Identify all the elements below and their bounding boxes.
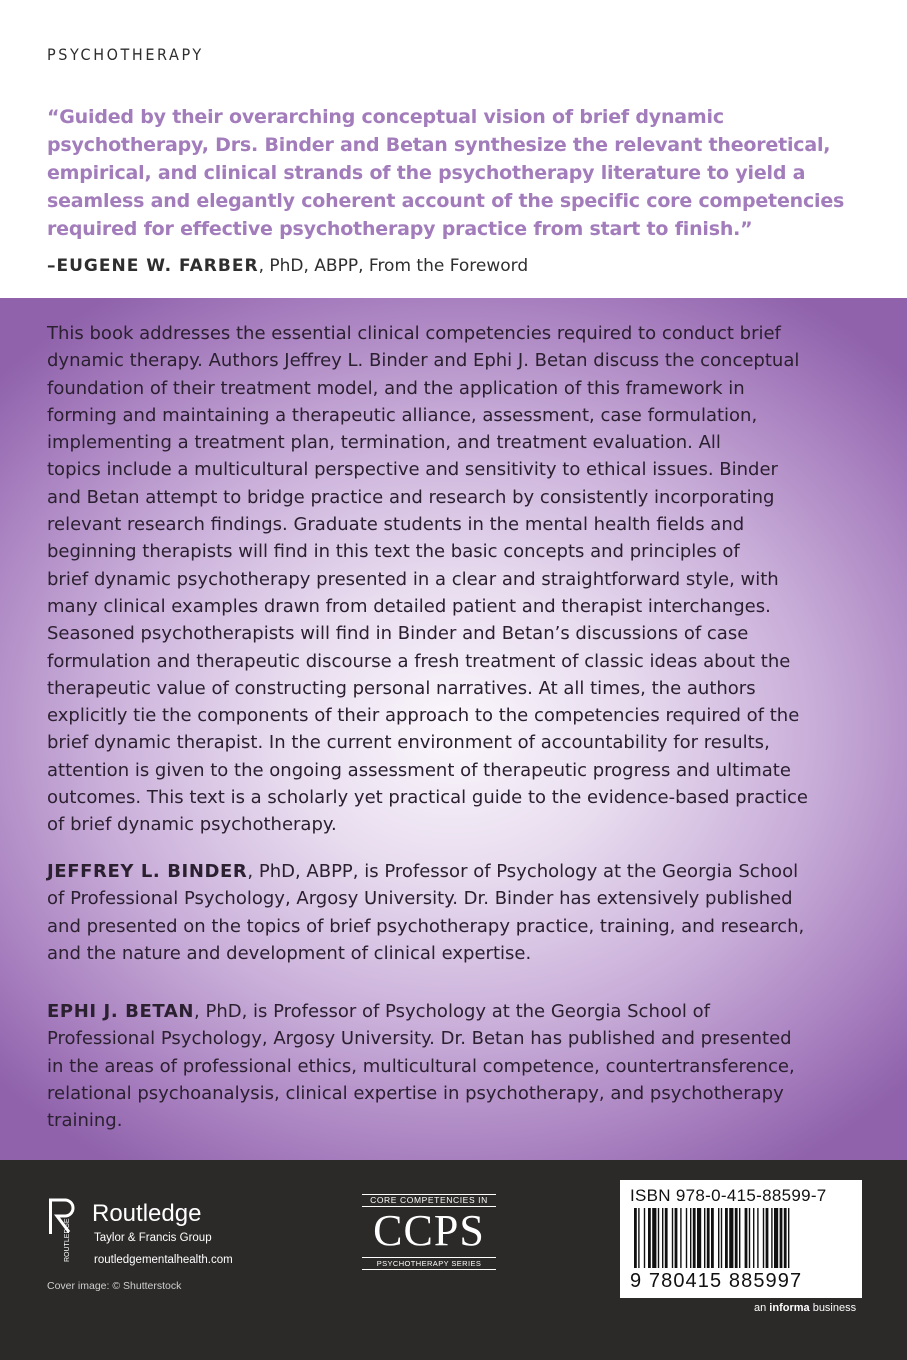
publisher-group: Taylor & Francis Group <box>94 1232 212 1244</box>
bio-line <box>47 998 867 1025</box>
footer-bar <box>0 1160 907 1360</box>
barcode-bar <box>739 1208 740 1268</box>
barcode-bar <box>735 1208 738 1268</box>
barcode-bar <box>680 1208 681 1268</box>
quote-line: psychotherapy, Drs. Binder and Betan synthesize the relevant theoretical, <box>47 134 831 156</box>
description-line: outcomes. This text is a scholarly yet practical guide to the evidence-based practice <box>47 787 808 809</box>
description-line: foundation of their treatment model, and the application of this framework in <box>47 377 745 399</box>
informa-suffix: business <box>809 1302 857 1314</box>
routledge-vertical-label: ROUTLEDGE <box>64 1218 71 1262</box>
routledge-logo-icon <box>45 1198 75 1264</box>
description-line: Seasoned psychotherapists will find in Binder and Betan’s discussions of case <box>47 623 749 645</box>
description-panel <box>0 298 907 1160</box>
endorsement-quote <box>47 103 877 243</box>
series-top-label: CORE COMPETENCIES IN <box>362 1194 496 1207</box>
barcode-bar <box>771 1208 772 1268</box>
description-line: This book addresses the essential clinical competencies required to conduct brief <box>47 323 781 344</box>
barcode-bar <box>665 1208 668 1268</box>
category-label: PSYCHOTHERAPY <box>47 45 204 64</box>
barcode-bar <box>648 1208 651 1268</box>
bio-first-line-rest: , PhD, ABPP, is Professor of Psychology at the Georgia School <box>247 861 799 882</box>
barcode-bar <box>784 1208 787 1268</box>
bio-line: of Professional Psychology, Argosy University. Dr. Binder has extensively published <box>47 888 793 910</box>
barcode-bar <box>745 1208 748 1268</box>
description-line: of brief dynamic psychotherapy. <box>47 814 337 836</box>
isbn-digits: 9 780415 885997 <box>630 1270 803 1292</box>
barcode-bar <box>757 1208 758 1268</box>
bio-line: Professional Psychology, Argosy University. Dr. Betan has published and presented <box>47 1028 792 1050</box>
description-line: formulation and therapeutic discourse a fresh treatment of classic ideas about the <box>47 650 791 672</box>
bio-line: and presented on the topics of brief psychotherapy practice, training, and research, <box>47 915 805 937</box>
description-line: implementing a treatment plan, termination, and treatment evaluation. All <box>47 432 721 454</box>
description-line: and Betan attempt to bridge practice and research by consistently incorporating <box>47 486 775 508</box>
quote-line: empirical, and clinical strands of the psychotherapy literature to yield a <box>47 162 806 184</box>
quote-attribution <box>47 256 528 276</box>
author-name: EPHI J. BETAN <box>47 1001 195 1022</box>
bio-line: relational psychoanalysis, clinical expertise in psychotherapy, and psychotherapy <box>47 1082 784 1104</box>
barcode-bar <box>652 1208 656 1268</box>
barcode-bar <box>753 1208 754 1268</box>
barcode-bar <box>693 1208 696 1268</box>
description-line: many clinical examples drawn from detailed patient and therapist interchanges. <box>47 595 771 617</box>
barcode-bar <box>718 1208 719 1268</box>
barcode-bar <box>690 1208 691 1268</box>
publisher-name: Routledge <box>92 1200 202 1227</box>
description-line: therapeutic value of constructing personal narratives. At all times, the authors <box>47 677 756 699</box>
barcode-bar <box>704 1208 705 1268</box>
author-bio-binder <box>47 858 867 967</box>
barcode-bar <box>658 1208 659 1268</box>
description-line: forming and maintaining a therapeutic alliance, assessment, case formulation, <box>47 404 758 426</box>
isbn-barcode-panel <box>620 1180 862 1298</box>
barcode-bar <box>672 1208 673 1268</box>
cover-image-credit: Cover image: © Shutterstock <box>47 1280 182 1292</box>
barcode-bar <box>634 1208 637 1268</box>
quote-line: “Guided by their overarching conceptual vision of brief dynamic <box>47 106 724 128</box>
author-bio-betan <box>47 998 867 1134</box>
informa-prefix: an <box>754 1302 770 1314</box>
barcode-bar <box>638 1208 639 1268</box>
quote-line: required for effective psychotherapy practice from start to finish.” <box>47 218 753 240</box>
description-line: relevant research findings. Graduate students in the mental health fields and <box>47 514 745 536</box>
quote-line: seamless and elegantly coherent account of the specific core competencies <box>47 190 845 212</box>
isbn-label: ISBN 978-0-415-88599-7 <box>630 1186 827 1205</box>
bio-line: and the nature and development of clinical expertise. <box>47 942 532 964</box>
barcode-bar <box>711 1208 714 1268</box>
informa-tagline <box>754 1302 856 1314</box>
barcode-bar <box>662 1208 663 1268</box>
author-name: JEFFREY L. BINDER <box>47 861 248 882</box>
barcode-icon <box>630 1208 852 1270</box>
bio-line <box>47 858 867 885</box>
bio-first-line-rest: , PhD, is Professor of Psychology at the Georgia School of <box>194 1001 710 1022</box>
description-line: brief dynamic therapist. In the current environment of accountability for results, <box>47 732 770 754</box>
description-line: beginning therapists will find in this text the basic concepts and principles of <box>47 541 740 563</box>
description-line: brief dynamic psychotherapy presented in a clear and straightforward style, with <box>47 568 779 590</box>
description-line: explicitly tie the components of their approach to the competencies required of the <box>47 705 800 727</box>
barcode-bar <box>729 1208 733 1268</box>
description-line: attention is given to the ongoing assessment of therapeutic progress and ultimate <box>47 759 791 781</box>
barcode-bar <box>749 1208 750 1268</box>
barcode-bar <box>707 1208 710 1268</box>
series-acronym: CCPS <box>373 1206 485 1255</box>
barcode-bar <box>774 1208 778 1268</box>
attribution-credentials: , PhD, ABPP, From the Foreword <box>258 256 529 276</box>
barcode-bar <box>644 1208 645 1268</box>
barcode-bar <box>675 1208 678 1268</box>
top-section <box>0 0 907 298</box>
barcode-bar <box>697 1208 701 1268</box>
barcode-bar <box>788 1208 789 1268</box>
attribution-name: –EUGENE W. FARBER <box>47 256 259 276</box>
barcode-bar <box>721 1208 722 1268</box>
bio-line: in the areas of professional ethics, multicultural competence, countertransference, <box>47 1055 795 1077</box>
barcode-bar <box>763 1208 764 1268</box>
book-description <box>47 320 867 839</box>
barcode-bar <box>686 1208 687 1268</box>
barcode-bar <box>725 1208 728 1268</box>
informa-brand: informa <box>769 1302 810 1314</box>
series-bottom-label: PSYCHOTHERAPY SERIES <box>362 1257 496 1270</box>
bio-line: training. <box>47 1110 123 1132</box>
barcode-bar <box>766 1208 769 1268</box>
barcode-bar <box>780 1208 783 1268</box>
description-line: dynamic therapy. Authors Jeffrey L. Binder and Ephi J. Betan discuss the conceptual <box>47 350 800 372</box>
series-logo <box>362 1194 496 1276</box>
description-line: topics include a multicultural perspective and sensitivity to ethical issues. Binder <box>47 459 778 481</box>
publisher-url[interactable]: routledgementalhealth.com <box>94 1254 233 1266</box>
